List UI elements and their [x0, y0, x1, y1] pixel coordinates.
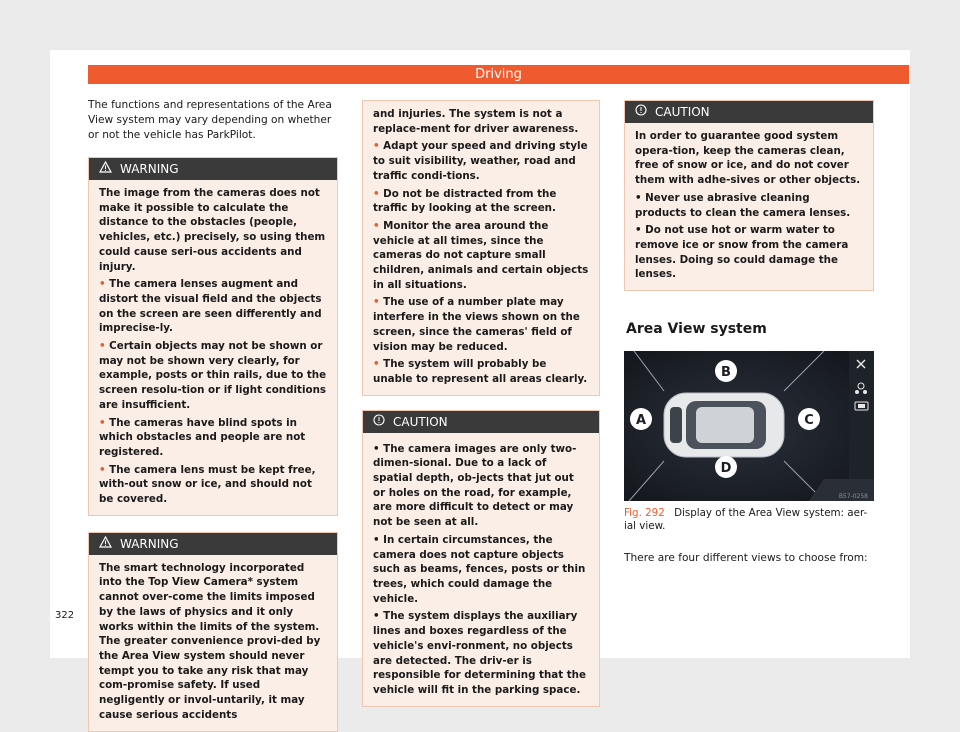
warning-text: and injuries. The system is not a replace-ment for driver awareness.	[373, 108, 579, 135]
bullet-icon: •	[373, 533, 384, 546]
bullet-icon: •	[373, 187, 384, 200]
intro-paragraph: The functions and representations of the Area View system may vary depending on whether or not the vehicle has ParkPilot.	[88, 99, 332, 141]
figure-number: Fig. 292	[624, 507, 665, 520]
manual-page	[50, 50, 910, 721]
warning-list-item: • The camera lenses augment and distort the visual field and the objects on the screen are seen differently and imprecise-ly.	[99, 278, 322, 335]
warning-list-item: • The system will probably be unable to represent all areas clearly.	[373, 358, 588, 385]
label-d: D	[720, 461, 732, 477]
warning-triangle-icon	[99, 533, 112, 555]
bullet-icon: •	[373, 296, 384, 309]
figure-caption-text: Display of the Area View system: aer-ial view.	[624, 507, 868, 533]
caution-box-header	[625, 101, 873, 123]
label-a: A	[635, 413, 647, 429]
figure-caption	[624, 507, 874, 533]
caution-box-header	[363, 411, 599, 433]
caution-text: In order to guarantee good system opera-tion, keep the cameras clean, free of snow or ice, and do not cover them with adhe-sives or other objects.	[635, 130, 861, 187]
caution-box-1	[362, 410, 600, 707]
bullet-icon: •	[99, 416, 110, 429]
bullet-icon: •	[635, 191, 646, 204]
warning-list-item: • Do not be distracted from the traffic by looking at the screen.	[373, 187, 557, 215]
bullet-icon: •	[373, 358, 384, 371]
bullet-icon: •	[373, 442, 384, 455]
warning-list-item: • Monitor the area around the vehicle at all times, since the cameras do not capture small children, animals and certain objects in all situations.	[373, 219, 589, 291]
bullet-icon: •	[99, 340, 110, 353]
info-circle-icon	[635, 101, 647, 123]
bullet-icon: •	[373, 140, 384, 153]
outro-paragraph: There are four different views to choose from:	[624, 552, 868, 565]
warning-triangle-icon	[99, 158, 112, 180]
bullet-icon: •	[373, 610, 384, 623]
warning-list-item: • Adapt your speed and driving style to suit visibility, weather, road and traffic condi-tions.	[373, 140, 588, 182]
label-a-badge	[630, 408, 652, 430]
warning-box-header	[89, 158, 337, 180]
warning-box-body	[89, 180, 337, 515]
warning-box-body	[89, 555, 337, 731]
chapter-header: Driving	[88, 65, 909, 84]
column-3	[624, 92, 874, 566]
warning-box-continued	[362, 100, 600, 396]
warning-title: WARNING	[120, 162, 179, 176]
info-circle-icon	[373, 411, 385, 433]
warning-list-item: • Certain objects may not be shown or may not be shown very clearly, for example, posts or thin rails, due to the screen resolu-tion or if light conditions are insufficient.	[99, 340, 327, 411]
warning-list-item: • The camera lens must be kept free, with-out snow or ice, and should not be covered.	[99, 463, 316, 506]
warning-list-item: • The cameras have blind spots in which obstacles and people are not registered.	[99, 416, 306, 458]
caution-list-item: • Do not use hot or warm water to remove ice or snow from the camera lenses. Doing so could damage the lenses.	[635, 224, 849, 281]
warning-box-body	[363, 101, 599, 395]
caution-list-item: • The camera images are only two-dimen-sional. Due to a lack of spatial depth, ob-jects that jut out or holes on the road, for example, are more difficult to detect or may not be seen at all.	[373, 442, 577, 529]
page-number: 322	[55, 610, 75, 621]
label-c: C	[804, 413, 814, 429]
section-title: Area View system	[626, 321, 767, 338]
bullet-icon: •	[99, 278, 110, 291]
label-b: B	[721, 365, 731, 381]
caution-list-item: • Never use abrasive cleaning products to clean the camera lenses.	[635, 191, 851, 219]
bullet-icon: •	[635, 224, 646, 237]
warning-box-header	[89, 533, 337, 555]
caution-box-2	[624, 100, 874, 291]
label-c-badge	[798, 408, 820, 430]
warning-box-1	[88, 157, 338, 516]
column-2	[362, 92, 600, 707]
warning-text: The smart technology incorporated into the Top View Camera* system cannot over-come the limits imposed by the laws of physics and it only works within the limits of the system. The greater convenience provi-ded by the Area View system should never tempt you to take any risk that may com-promise safety. If used negligently or invol-untarily, it may cause serious accidents	[99, 561, 321, 721]
area-view-illustration	[624, 351, 874, 501]
caution-list-item: • In certain circumstances, the camera does not capture objects such as beams, fences, posts or thin trees, which could damage the vehicle.	[373, 533, 586, 605]
caution-box-body	[363, 433, 599, 706]
label-b-badge	[715, 360, 737, 382]
column-1	[88, 92, 338, 732]
caution-title: CAUTION	[393, 414, 448, 429]
caution-box-body	[625, 123, 873, 290]
warning-text: The image from the cameras does not make it possible to calculate the distance to the obstacles (people, vehicles, etc.) precisely, so using them could cause seri-ous accidents and injury.	[99, 187, 326, 273]
label-d-badge	[715, 456, 737, 478]
figure-code: B57-0258	[838, 493, 868, 501]
warning-title: WARNING	[120, 536, 179, 551]
caution-list-item: • The system displays the auxiliary lines and boxes regardless of the vehicle's envi-ronment, no objects are detected. The driv-er is responsible for determining that the vehicle will fit in the parking space.	[373, 610, 586, 696]
caution-title: CAUTION	[655, 105, 710, 119]
bullet-icon: •	[99, 463, 110, 476]
car-top-view-icon	[664, 393, 784, 457]
area-view-figure	[624, 351, 874, 501]
bullet-icon: •	[373, 219, 384, 232]
warning-box-2	[88, 532, 338, 732]
warning-list-item: • The use of a number plate may interfere in the views shown on the screen, since the cameras' field of vision may be reduced.	[373, 296, 580, 353]
